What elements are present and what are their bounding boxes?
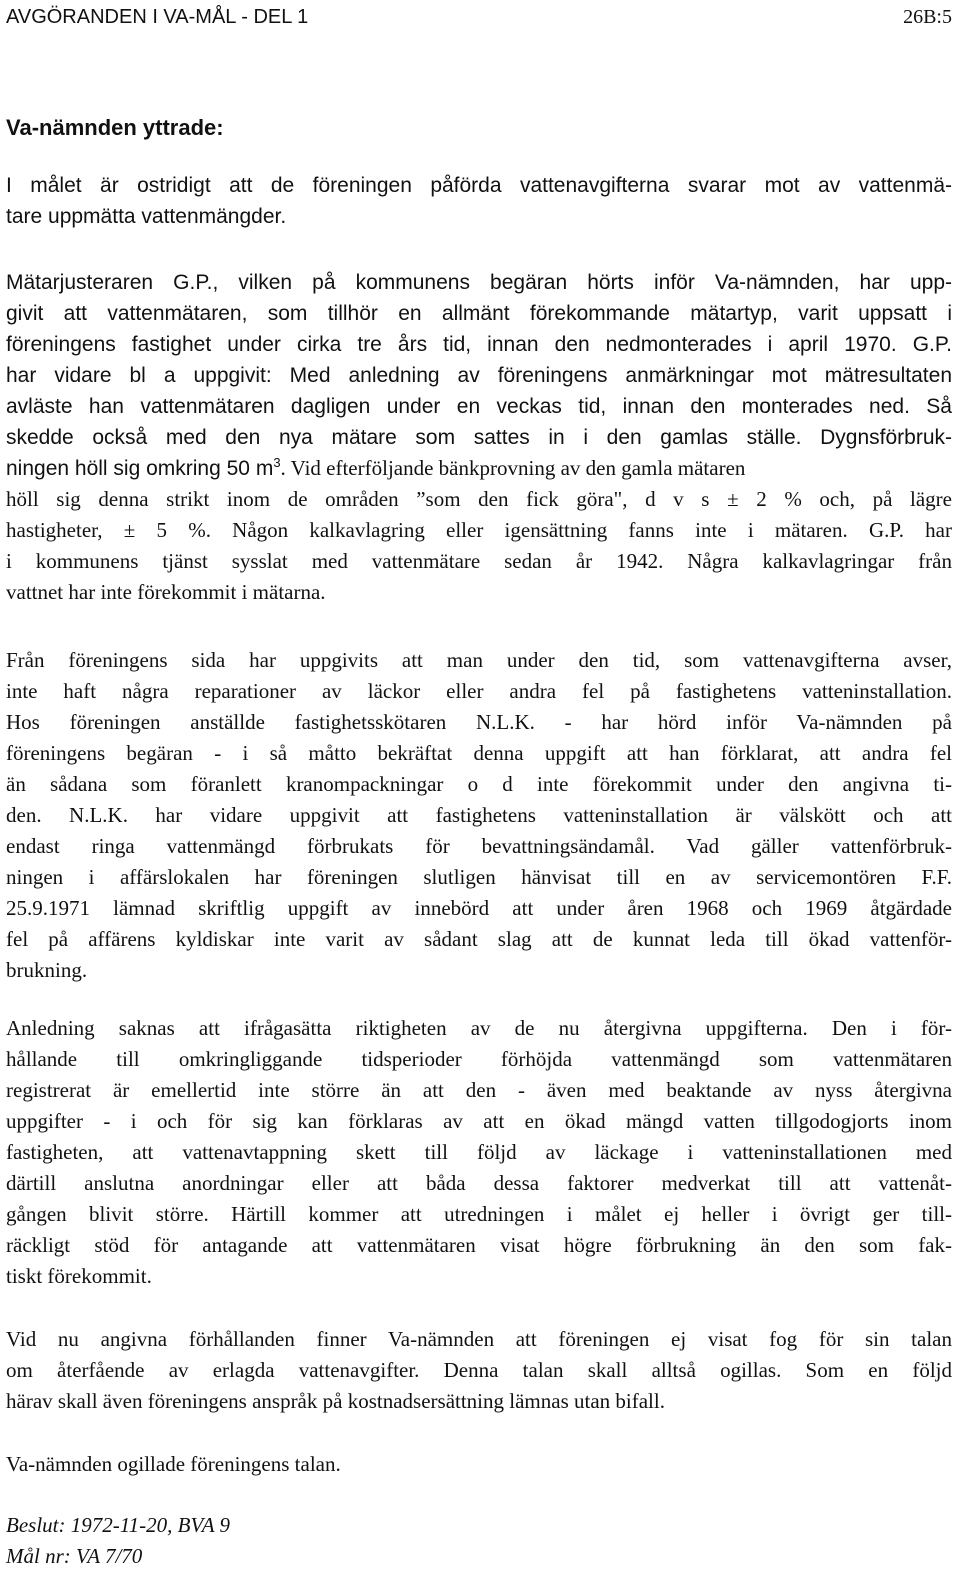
- paragraph-line: därtill anslutna anordningar eller att båda dessa faktorer medverkat till att vattenåt-: [6, 1171, 952, 1195]
- paragraph-line: I målet är ostridigt att de föreningen påförda vattenavgifterna svarar mot av vattenmä-: [6, 174, 952, 197]
- paragraph-line: gången blivit större. Härtill kommer att utredningen i målet ej heller i övrigt ger till-: [6, 1202, 952, 1226]
- paragraph-3: [6, 645, 952, 986]
- case-number: Mål nr: VA 7/70: [6, 1544, 143, 1568]
- paragraph-line: tiskt förekommit.: [6, 1264, 152, 1288]
- paragraph-2: [6, 267, 952, 608]
- paragraph-line: härav skall även föreningens anspråk på kostnadsersättning lämnas utan bifall.: [6, 1389, 665, 1413]
- paragraph-line: avläste han vattenmätaren dagligen under en veckas tid, innan den monterades ned. Så: [6, 395, 952, 418]
- paragraph-line: Va-nämnden ogillade föreningens talan.: [6, 1452, 341, 1476]
- paragraph-line: föreningens begäran - i så måtto bekräftat denna uppgift att han förklarat, att andra fel: [6, 741, 952, 765]
- paragraph-line: hastigheter, ± 5 %. Någon kalkavlagring eller igensättning fanns inte i mätaren. G.P. har: [6, 518, 952, 542]
- paragraph-6: [6, 1449, 952, 1480]
- paragraph-line: Mätarjusteraren G.P., vilken på kommunens begäran hörts inför Va-nämnden, har upp-: [6, 271, 952, 294]
- paragraph-line: registrerat är emellertid inte större än att den - även med beaktande av nyss återgivna: [6, 1078, 952, 1102]
- paragraph-5: [6, 1324, 952, 1417]
- paragraph-line: Anledning saknas att ifrågasätta riktigheten av de nu återgivna uppgifterna. Den i för-: [6, 1016, 952, 1040]
- paragraph-line: 25.9.1971 lämnad skriftlig uppgift av innebörd att under åren 1968 och 1969 åtgärdade: [6, 896, 952, 920]
- paragraph-line: föreningens fastighet under cirka tre års tid, innan den nedmonterades i april 1970. G.P.: [6, 333, 952, 356]
- decision-footer: [6, 1510, 952, 1572]
- section-heading: Va-nämnden yttrade:: [6, 115, 224, 140]
- header-title: AVGÖRANDEN I VA-MÅL - DEL 1: [6, 6, 309, 28]
- paragraph-line: endast ringa vattenmängd förbrukats för bevattningsändamål. Vad gäller vattenförbruk-: [6, 834, 952, 858]
- paragraph-line: givit att vattenmätaren, som tillhör en allmänt förekommande mätartyp, varit uppsatt i: [6, 302, 952, 325]
- paragraph-line: i kommunens tjänst sysslat med vattenmätare sedan år 1942. Några kalkavlagringar från: [6, 549, 952, 573]
- paragraph-line: har vidare bl a uppgivit: Med anledning av föreningens anmärkningar mot mätresultaten: [6, 364, 952, 387]
- paragraph-line: uppgifter - i och för sig kan förklaras av att en ökad mängd vatten tillgodogjorts inom: [6, 1109, 952, 1133]
- line-text: ningen höll sig omkring 50 m: [6, 457, 274, 480]
- paragraph-line: vattnet har inte förekommit i mätarna.: [6, 580, 326, 604]
- paragraph-line: [6, 453, 952, 484]
- paragraph-line: höll sig denna strikt inom de områden ”som den fick göra", d v s ± 2 % och, på lägre: [6, 487, 952, 511]
- paragraph-line: ningen i affärslokalen har föreningen slutligen hänvisat till en av servicemontören F.F.: [6, 865, 952, 889]
- paragraph-line: Hos föreningen anställde fastighetsskötaren N.L.K. - har hörd inför Va-nämnden på: [6, 710, 952, 734]
- paragraph-line: tare uppmätta vattenmängder.: [6, 205, 287, 228]
- paragraph-line: skedde också med den nya mätare som sattes in i den gamlas ställe. Dygnsförbruk-: [6, 426, 952, 449]
- paragraph-4: [6, 1013, 952, 1292]
- decision-date: Beslut: 1972-11-20, BVA 9: [6, 1513, 230, 1537]
- paragraph-line: den. N.L.K. har vidare uppgivit att fastighetens vatteninstallation är välskött och att: [6, 803, 952, 827]
- paragraph-line: räckligt stöd för antagande att vattenmätaren visat högre förbrukning än den som fak-: [6, 1233, 952, 1257]
- page-number: 26B:5: [903, 6, 952, 28]
- line-text: . Vid efterföljande bänkprovning av den gamla mätaren: [280, 456, 746, 480]
- page-header: [6, 4, 952, 30]
- paragraph-line: Vid nu angivna förhållanden finner Va-nämnden att föreningen ej visat fog för sin talan: [6, 1327, 952, 1351]
- paragraph-line: hållande till omkringliggande tidsperioder förhöjda vattenmängd som vattenmätaren: [6, 1047, 952, 1071]
- paragraph-line: inte haft några reparationer av läckor eller andra fel på fastighetens vatteninstallation.: [6, 679, 952, 703]
- paragraph-line: fastigheten, att vattenavtappning skett till följd av läckage i vatteninstallationen med: [6, 1140, 952, 1164]
- paragraph-1: [6, 170, 952, 232]
- paragraph-line: Från föreningens sida har uppgivits att man under den tid, som vattenavgifterna avser,: [6, 648, 952, 672]
- paragraph-line: fel på affärens kyldiskar inte varit av sådant slag att de kunnat leda till ökad vattenför-: [6, 927, 952, 951]
- paragraph-line: brukning.: [6, 958, 88, 982]
- superscript: 3: [273, 455, 281, 470]
- paragraph-line: om återfående av erlagda vattenavgifter. Denna talan skall alltså ogillas. Som en följd: [6, 1358, 952, 1382]
- paragraph-line: än sådana som föranlett kranompackningar o d inte förekommit under den angivna ti-: [6, 772, 952, 796]
